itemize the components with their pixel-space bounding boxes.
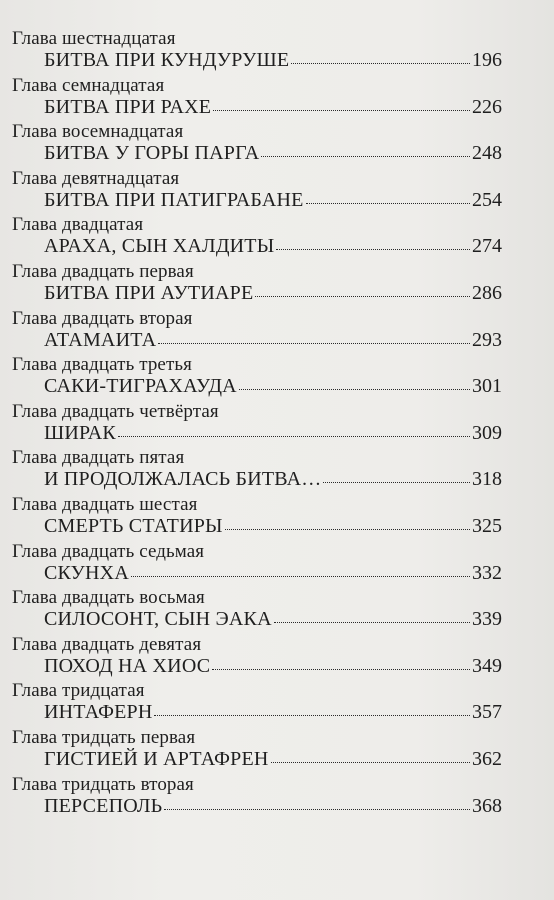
chapter-heading: Глава двадцать третья [12,354,192,376]
toc-entry [0,399,554,446]
chapter-title: ПОХОД НА ХИОС [44,654,211,677]
toc-title-row [44,141,502,165]
toc-entry [0,73,554,120]
toc-entry [0,678,554,725]
page-number: 248 [472,142,502,165]
page-number: 339 [472,608,502,631]
chapter-title: ШИРАК [44,421,116,444]
chapter-title: БИТВА ПРИ РАХЕ [44,95,212,118]
toc-entry [0,166,554,213]
toc-title-row [44,700,502,724]
dot-leader [306,189,470,204]
dot-leader [154,701,470,716]
toc-title-row [44,48,502,72]
toc-entry [0,352,554,399]
dot-leader [276,235,470,250]
dot-leader [291,49,470,64]
chapter-heading: Глава двадцать седьмая [12,540,205,562]
dot-leader [255,282,470,297]
chapter-title: БИТВА ПРИ КУНДУРУШЕ [44,49,290,71]
chapter-title: ГИСТИЕЙ И АРТАФРЕН [44,747,269,770]
dot-leader [261,142,470,157]
chapter-title: БИТВА У ГОРЫ ПАРГА [44,142,260,165]
dot-leader [213,96,470,111]
chapter-heading: Глава тридцатая [12,680,145,702]
chapter-heading: Глава двадцать шестая [12,493,198,515]
toc-entry [0,306,554,353]
dot-leader [323,468,470,483]
toc-title-row [44,561,502,585]
chapter-title: СКУНХА [44,561,129,584]
page-number: 325 [472,514,502,537]
page-number: 274 [472,235,502,258]
toc-entry [0,539,554,586]
toc-title-row [44,747,502,771]
chapter-title: САКИ-ТИГРАХАУДА [44,375,237,398]
toc-entry [0,445,554,492]
dot-leader [158,329,470,344]
toc-title-row [44,188,502,212]
toc-entry [0,259,554,306]
page-number: 309 [472,421,502,444]
chapter-heading: Глава двадцать вторая [12,307,193,329]
chapter-title: И ПРОДОЛЖАЛАСЬ БИТВА… [44,468,322,491]
chapter-title: ПЕРСЕПОЛЬ [44,794,163,817]
toc-title-row [44,514,502,538]
dot-leader [131,562,470,577]
chapter-heading: Глава семнадцатая [12,74,165,96]
toc-title-row [44,234,502,258]
toc-title-row [44,95,502,119]
page-number: 196 [472,49,502,71]
chapter-title: АТАМАИТА [44,328,157,351]
page-number: 357 [472,701,502,724]
toc-entry [0,585,554,632]
chapter-title: АРАХА, СЫН ХАЛДИТЫ [44,235,275,258]
chapter-heading: Глава двадцать восьмая [12,587,205,609]
chapter-heading: Глава двадцать девятая [12,633,202,655]
chapter-title: СМЕРТЬ СТАТИРЫ [44,514,223,537]
dot-leader [118,422,470,437]
toc-entry [0,725,554,772]
page-number: 293 [472,328,502,351]
chapter-title: БИТВА ПРИ ПАТИГРАБАНЕ [44,188,304,211]
toc-title-row [44,654,502,678]
toc-entry [0,772,554,819]
toc-title-row [44,421,502,445]
chapter-heading: Глава тридцать вторая [12,773,194,795]
chapter-heading: Глава девятнадцатая [12,167,180,189]
page-number: 254 [472,188,502,211]
page-number: 362 [472,747,502,770]
page-number: 332 [472,561,502,584]
page-number: 368 [472,794,502,817]
toc-title-row [44,467,502,491]
chapter-heading: Глава двадцать первая [12,260,194,282]
toc-entry [0,632,554,679]
dot-leader [274,608,470,623]
toc-title-row [44,374,502,398]
page-number: 349 [472,654,502,677]
dot-leader [212,655,470,670]
toc-title-row [44,607,502,631]
page-number: 301 [472,375,502,398]
page-number: 286 [472,281,502,304]
dot-leader [271,748,470,763]
table-of-contents [0,26,554,818]
chapter-heading: Глава тридцать первая [12,726,196,748]
toc-title-row [44,281,502,305]
dot-leader [239,375,470,390]
toc-title-row [44,794,502,818]
chapter-heading: Глава двадцать пятая [12,447,185,469]
toc-entry [0,119,554,166]
chapter-heading: Глава шестнадцатая [12,28,176,49]
toc-entry [0,26,554,73]
toc-entry [0,212,554,259]
chapter-title: ИНТАФЕРН [44,701,153,724]
chapter-title: БИТВА ПРИ АУТИАРЕ [44,281,254,304]
chapter-heading: Глава двадцать четвёртая [12,400,219,422]
chapter-heading: Глава двадцатая [12,214,144,236]
toc-entry [0,492,554,539]
chapter-title: СИЛОСОНТ, СЫН ЭАКА [44,608,272,631]
page-number: 318 [472,468,502,491]
dot-leader [225,515,470,530]
page-number: 226 [472,95,502,118]
chapter-heading: Глава восемнадцатая [12,121,184,143]
toc-title-row [44,328,502,352]
dot-leader [164,795,470,810]
